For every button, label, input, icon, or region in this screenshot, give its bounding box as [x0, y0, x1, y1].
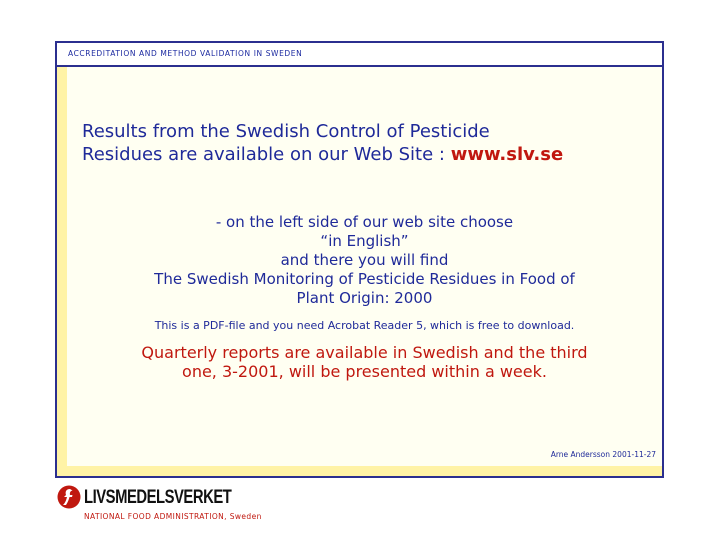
main-message-prefix: Residues are available on our Web Site :	[82, 144, 451, 165]
left-accent-bar	[57, 67, 67, 476]
header-title: ACCREDITATION AND METHOD VALIDATION IN SWEDEN	[68, 49, 303, 58]
instructions-line-5: Plant Origin: 2000	[296, 289, 433, 307]
main-message-line-2	[82, 143, 563, 166]
pdf-note: This is a PDF-file and you need Acrobat Reader 5, which is free to download.	[154, 319, 575, 332]
agency-name: NATIONAL FOOD ADMINISTRATION, Sweden	[84, 512, 262, 521]
slide-content	[67, 67, 662, 466]
quarterly-line-1: Quarterly reports are available in Swedish and the third	[141, 343, 588, 362]
quarterly-line-2: one, 3-2001, will be presented within a week.	[182, 362, 547, 381]
slide-frame	[55, 41, 664, 478]
website-link[interactable]: www.slv.se	[450, 144, 564, 165]
instructions-line-3: and there you will find	[280, 251, 449, 269]
instructions-line-2: “in English”	[320, 232, 409, 250]
logo-wordmark: LIVSMEDELSVERKET	[84, 487, 232, 508]
instructions	[67, 213, 662, 308]
footer-logo	[57, 485, 317, 525]
bottom-accent-bar	[57, 466, 662, 476]
quarterly-reports-note	[67, 343, 662, 381]
main-message-line-1: Results from the Swedish Control of Pesticide	[82, 121, 490, 142]
slide-header	[57, 43, 662, 67]
instructions-line-1: - on the left side of our web site choose	[215, 213, 514, 231]
instructions-line-4: The Swedish Monitoring of Pesticide Residues in Food of	[154, 270, 575, 288]
livsmedelsverket-logo-icon	[57, 485, 81, 509]
main-message	[82, 120, 563, 166]
author-signature: Arne Andersson 2001-11-27	[550, 450, 656, 459]
